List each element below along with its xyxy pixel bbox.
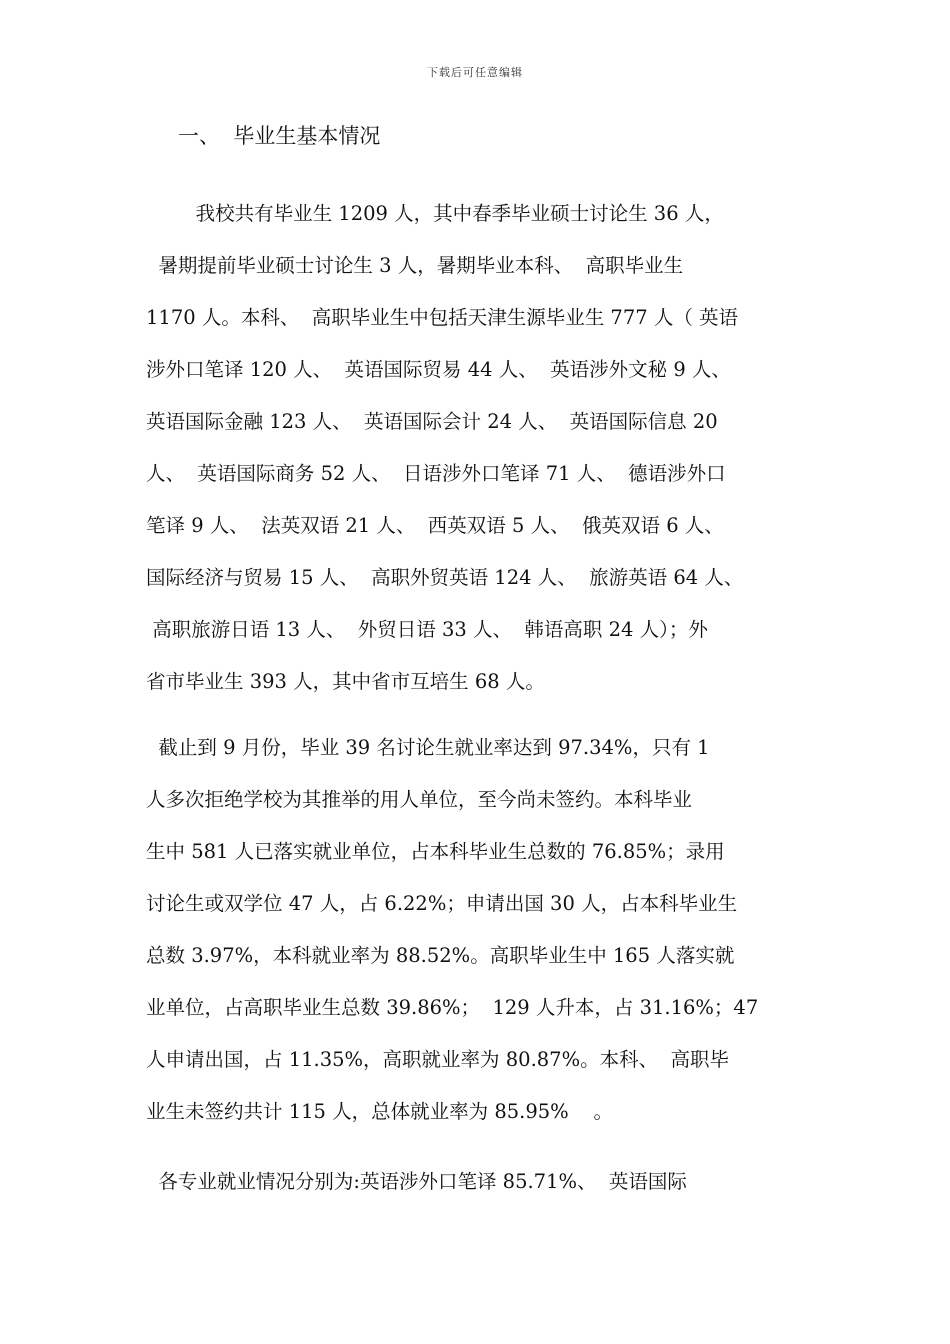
text-line: 人、 英语国际商务 52 人、 日语涉外口笔译 71 人、 德语涉外口 bbox=[146, 462, 726, 485]
text-line: 业单位，占高职毕业生总数 39.86%； 129 人升本，占 31.16%；47 bbox=[146, 996, 759, 1019]
text-line: 人多次拒绝学校为其推举的用人单位，至今尚未签约。本科毕业 bbox=[146, 788, 693, 811]
text-line: 生中 581 人已落实就业单位，占本科毕业生总数的 76.85%；录用 bbox=[146, 840, 725, 863]
text-line: 省市毕业生 393 人，其中省市互培生 68 人。 bbox=[146, 670, 545, 693]
text-line: 涉外口笔译 120 人、 英语国际贸易 44 人、 英语涉外文秘 9 人、 bbox=[146, 358, 731, 381]
paragraph-major-breakdown bbox=[146, 1156, 687, 1208]
text-line: 国际经济与贸易 15 人、 高职外贸英语 124 人、 旅游英语 64 人、 bbox=[146, 566, 744, 589]
paragraph-graduate-overview bbox=[146, 188, 743, 708]
text-line: 讨论生或双学位 47 人，占 6.22%；申请出国 30 人，占本科毕业生 bbox=[146, 892, 738, 915]
text-line: 业生未签约共计 115 人，总体就业率为 85.95% 。 bbox=[146, 1100, 613, 1123]
text-line: 人申请出国，占 11.35%，高职就业率为 80.87%。本科、 高职毕 bbox=[146, 1048, 730, 1071]
text-line: 暑期提前毕业硕士讨论生 3 人，暑期毕业本科、 高职毕业生 bbox=[146, 254, 684, 277]
text-line: 截止到 9 月份，毕业 39 名讨论生就业率达到 97.34%，只有 1 bbox=[146, 736, 710, 759]
text-line: 1170 人。本科、 高职毕业生中包括天津生源毕业生 777 人（ 英语 bbox=[146, 306, 739, 329]
paragraph-employment-rates bbox=[146, 722, 758, 1138]
text-line: 总数 3.97%，本科就业率为 88.52%。高职毕业生中 165 人落实就 bbox=[146, 944, 735, 967]
text-line: 高职旅游日语 13 人、 外贸日语 33 人、 韩语高职 24 人）；外 bbox=[146, 618, 708, 641]
text-line: 英语国际金融 123 人、 英语国际会计 24 人、 英语国际信息 20 bbox=[146, 410, 718, 433]
text-line: 各专业就业情况分别为:英语涉外口笔译 85.71%、 英语国际 bbox=[146, 1170, 687, 1193]
text-line: 我校共有毕业生 1209 人，其中春季毕业硕士讨论生 36 人， bbox=[146, 202, 724, 225]
text-line: 笔译 9 人、 法英双语 21 人、 西英双语 5 人、 俄英双语 6 人、 bbox=[146, 514, 724, 537]
section-heading: 一、 毕业生基本情况 bbox=[178, 124, 381, 148]
page-header-note: 下载后可任意编辑 bbox=[427, 66, 523, 79]
